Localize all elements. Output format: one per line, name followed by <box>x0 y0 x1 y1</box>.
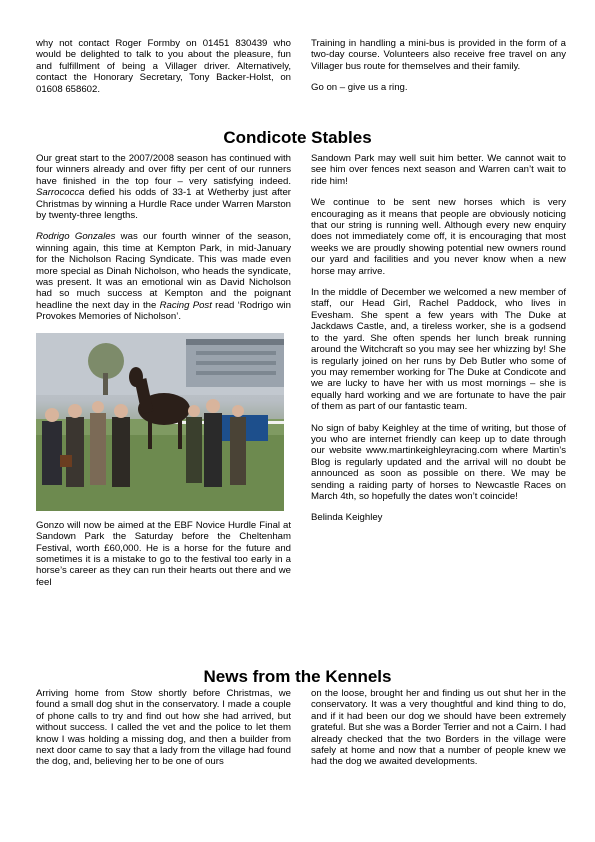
text-run: Our great start to the 2007/2008 season has continued with four winners already and over fifty per cent of our runners have finished in the top four – very satisfying indeed. <box>36 153 291 187</box>
stables-paragraph: We continue to be sent new horses which is very encouraging as it means that people are obviously noticing that our string is running well. Although every new enquiry does not immediately come off, it is encouraging that most weeks we are proudly showing potential new owners round our yard and facilities and you never know when a new horse may arrive. <box>311 197 566 277</box>
kennels-paragraph: on the loose, brought her and finding us out shut her in the conservatory. It was a very thoughtful and kind thing to do, and if it had been our dog we should have been extremely grateful. But she was a Border Terrier and not a Cairn. I had already checked that the two Borders in the village were safely at home and now that a number of people knew we had the dog we awaited developments. <box>311 688 566 768</box>
publication-name: Racing Post <box>159 299 212 311</box>
stables-paragraph: Sandown Park may well suit him better. We cannot wait to see him over fences next season and Warren can’t wait to ride him! <box>311 153 566 187</box>
stables-paragraph: Gonzo will now be aimed at the EBF Novice Hurdle Final at Sandown Park the Saturday before the Cheltenham Festival, worth £60,000. He is a horse for the future and sometimes it is a mistake to go to the festival too early in a horse’s career as they can run their hearts out there and we feel <box>36 519 291 588</box>
intro-right-column <box>311 38 566 94</box>
stables-right-column <box>311 153 566 524</box>
text-run: defied his odds of 33-1 at Wetherby just after Christmas by winning a Hurdle Race under Warren Marston by twenty-three lengths. <box>36 187 291 222</box>
stables-paragraph <box>36 231 291 322</box>
intro-paragraph: why not contact Roger Formby on 01451 830439 who would be delighted to talk to you about the pleasure, fun and fulfillment of being a Villager driver. Alternatively, contact the Honorary Secretary, Tony Backer-Holst, on 01608 658602. <box>36 38 291 95</box>
horse-name: Sarrococca <box>36 187 85 199</box>
winners-photo <box>36 333 284 511</box>
kennels-heading: News from the Kennels <box>203 667 392 686</box>
stables-heading: Condicote Stables <box>223 128 372 147</box>
intro-left-column <box>36 38 291 95</box>
text-run: read ‘Rodrigo win Provokes Memories of Nicholson’. <box>36 299 292 323</box>
stables-left-column <box>36 153 291 588</box>
author-signature: Belinda Keighley <box>311 512 383 524</box>
intro-paragraph: Go on – give us a ring. <box>311 82 408 94</box>
kennels-left-column <box>36 688 291 768</box>
intro-paragraph: Training in handling a mini-bus is provided in the form of a two-day course. Volunteers also receive free travel on any Villager bus route for themselves and their family. <box>311 38 566 72</box>
kennels-paragraph: Arriving home from Stow shortly before Christmas, we found a small dog shut in the conservatory. I made a couple of phone calls to try and find out how she had arrived, but without success. I called the vet and the police to let them know I was holding a missing dog, and then a builder from next door came to say that a lady from the village had found the dog, and, believing her to be one of ours <box>36 688 291 768</box>
text-run: was our fourth winner of the season, winning again, this time at Kempton Park, in mid-January for the Nicholson Racing Syndicate. This was made even more special as Dinah Nicholson, who heads the syndicate, was present. It was an emotional win as David Nicholson had so much success at Kempton and the poignant headline the next day in the <box>36 231 291 311</box>
racecourse-photo-illustration <box>36 333 284 511</box>
kennels-right-column <box>311 688 566 768</box>
horse-name: Rodrigo Gonzales <box>36 231 116 243</box>
stables-paragraph <box>36 153 291 221</box>
stables-paragraph: In the middle of December we welcomed a new member of staff, our Head Girl, Rachel Paddock, who lives in Evesham. She spent a few years with The Duke at Jackdaws Castle, and, a tireless worker, she is a godsend to the yard. She often spends her lunch break running around the Witchcraft so you may see her whizzing by! She is regularly joined on her runs by Deb Butler who some of you may remember working for The Duke at Condicote and we are lucky to have her with us most mornings – she is equally hard working and we are fortunate to have the pair of them as part of our fantastic team. <box>311 287 566 413</box>
stables-paragraph: No sign of baby Keighley at the time of writing, but those of you who are internet friendly can keep up to date through our website www.martinkeighleyracing.com where Martin’s Blog is regularly updated and the arrival will no doubt be announced as soon as possible on there. We may be sending a raiding party of horses to Newcastle Races on March 4th, so hopefully the dates won’t coincide! <box>311 422 566 502</box>
